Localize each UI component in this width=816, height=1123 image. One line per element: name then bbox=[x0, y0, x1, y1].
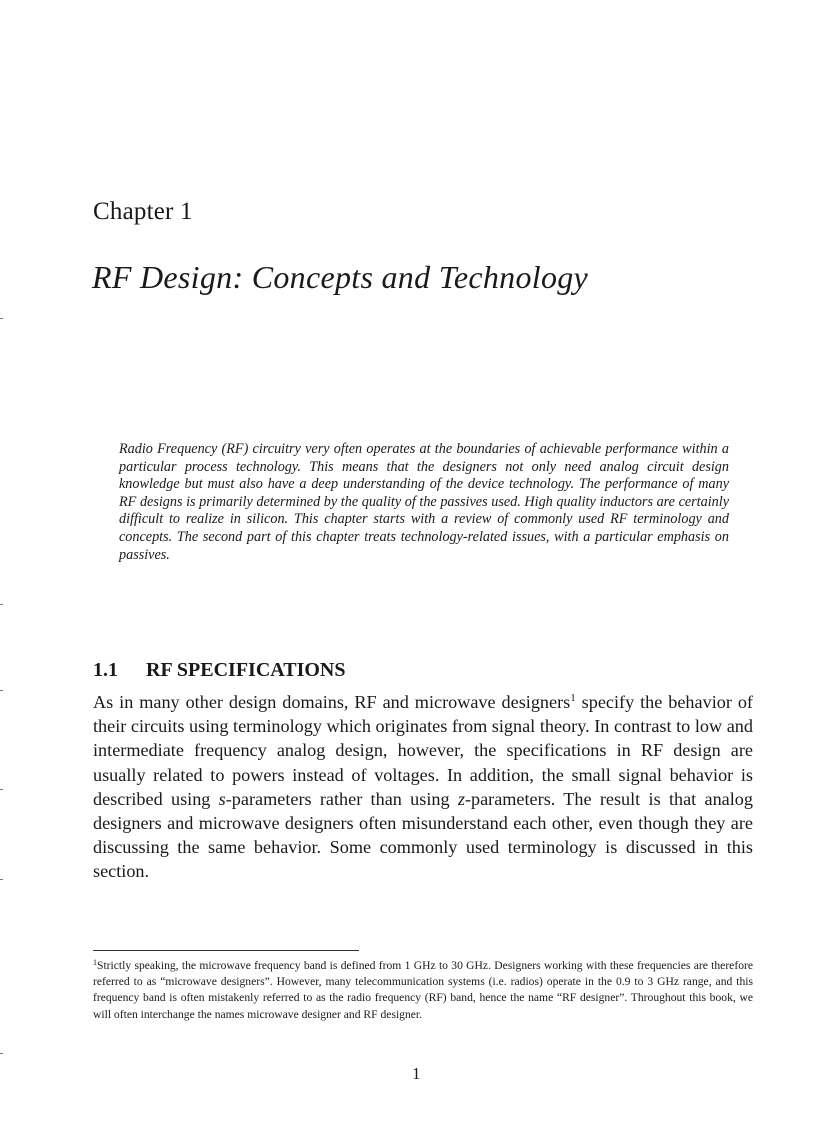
chapter-label: Chapter 1 bbox=[93, 198, 193, 225]
z-parameter-symbol: z bbox=[457, 788, 465, 809]
scan-margin-mark bbox=[0, 604, 3, 605]
chapter-title: RF Design: Concepts and Technology bbox=[92, 259, 589, 295]
section-body-paragraph bbox=[93, 690, 753, 884]
body-text-part2: specify the behavior of their circuits using terminology which originates from signal theory. In contrast to low and intermediate frequency analog design, however, the specifications in RF design are usually related to powers instead of voltages. In addition, the small signal behavior is described using bbox=[93, 692, 753, 809]
footnote bbox=[93, 958, 753, 1023]
scan-margin-mark bbox=[0, 1053, 3, 1054]
scan-margin-mark bbox=[0, 690, 3, 691]
scan-margin-mark bbox=[0, 318, 3, 319]
footnote-divider bbox=[93, 950, 359, 951]
body-text-part4: -parameters. The result is that analog designers and microwave designers often misunderstand each other, even though they are discussing the same behavior. Some commonly used terminology is discussed in this section. bbox=[93, 788, 753, 882]
footnote-reference: 1 bbox=[570, 692, 576, 704]
chapter-abstract: Radio Frequency (RF) circuitry very often operates at the boundaries of achievable performance within a particular process technology. This means that the designers not only need analog circuit design knowledge but must also have a deep understanding of the device technology. The performance of many RF designs is primarily determined by the quality of the passives used. High quality inductors are certainly difficult to realize in silicon. This chapter starts with a review of commonly used RF terminology and concepts. The second part of this chapter treats technology-related issues, with a particular emphasis on passives. bbox=[119, 441, 729, 563]
page-number: 1 bbox=[412, 1064, 421, 1083]
section-number: 1.1 bbox=[93, 659, 118, 681]
scan-margin-mark bbox=[0, 789, 3, 790]
footnote-marker: 1 bbox=[93, 958, 97, 967]
body-text-part3: -parameters rather than using bbox=[225, 788, 458, 809]
s-parameter-symbol: s bbox=[218, 788, 226, 809]
scan-margin-mark bbox=[0, 879, 3, 880]
body-text-part1: As in many other design domains, RF and microwave designers bbox=[93, 692, 571, 712]
footnote-text: Strictly speaking, the microwave frequency band is defined from 1 GHz to 30 GHz. Designers working with these frequencies are therefore referred to as “microwave designers”. However, many telecommunication systems (i.e. radios) operate in the 0.9 to 3 GHz range, and this frequency band is often mistakenly referred to as the radio frequency (RF) band, hence the name “RF designer”. Throughout this book, we will often interchange the names microwave designer and RF designer. bbox=[93, 959, 753, 1021]
section-title: RF SPECIFICATIONS bbox=[146, 659, 346, 681]
section-heading bbox=[93, 659, 345, 682]
